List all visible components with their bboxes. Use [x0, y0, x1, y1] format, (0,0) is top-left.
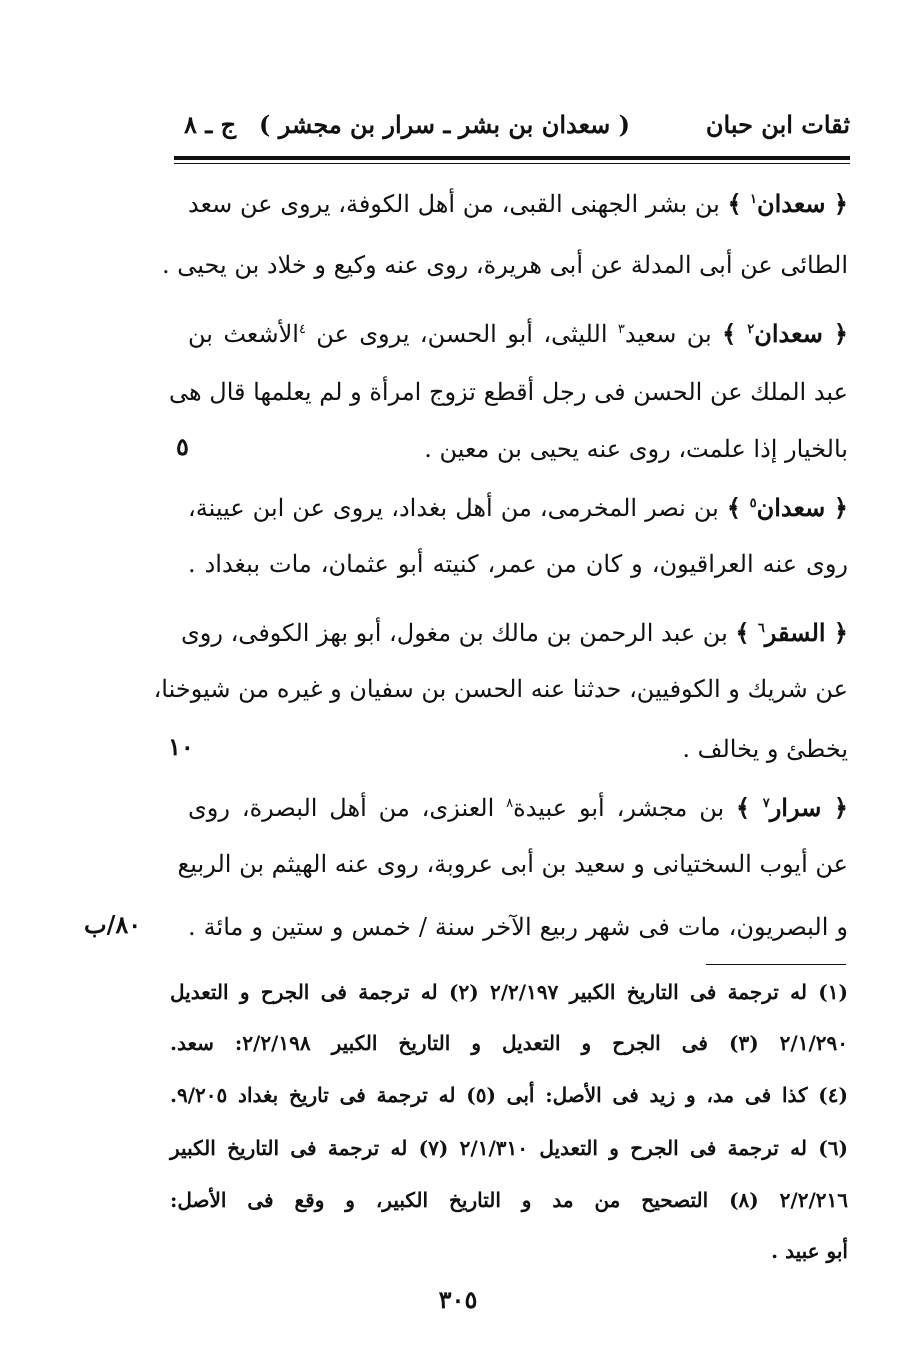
- entry-3-line-2: روى عنه العراقيون، و كان من عمر، كنيته أبو عثمان، مات ببغداد .: [188, 550, 848, 578]
- footnote-rule: [706, 964, 846, 965]
- running-header: [170, 110, 850, 150]
- line-number-10: ١٠: [168, 732, 194, 761]
- line-number-5: ٥: [176, 432, 189, 461]
- entry-1-line-1: ﴿ سعدان$^١$ ﴾ بن بشر الجهنى القبى، من أهل الكوفة، يروى عن سعد: [188, 189, 848, 218]
- book-title: ثقات ابن حبان: [705, 110, 850, 139]
- page-number: ٣٠٥: [438, 1285, 478, 1314]
- entry-2-line-3: بالخيار إذا علمت، روى عنه يحيى بن معين .: [424, 435, 848, 463]
- folio-marker: ٨٠/ب: [84, 910, 142, 939]
- section-title: ( سعدان بن بشر ـ سرار بن مجشر ): [258, 110, 630, 139]
- footnote-line-1: (١) له ترجمة فى التاريخ الكبير ٢/٢/١٩٧ (٢) له ترجمة فى الجرح و التعديل: [170, 980, 848, 1004]
- footnote-line-5: ٢/٢/٢١٦ (٨) التصحيح من مد و التاريخ الكبير، و وقع فى الأصل:: [170, 1188, 848, 1212]
- entry-4-line-1: ﴿ السقر$^٦$ ﴾ بن عبد الرحمن بن مالك بن مغول، أبو بهز الكوفى، روى: [180, 618, 848, 647]
- entry-4-line-2: عن شريك و الكوفيين، حدثنا عنه الحسن بن سفيان و غيره من شيوخنا،: [153, 675, 848, 703]
- volume-label: ج ـ ٨: [184, 110, 237, 139]
- entry-5-line-1: ﴿ سرار$^٧$ ﴾ بن مجشر، أبو عبيدة$^٨$ العنزى، من أهل البصرة، روى: [188, 793, 848, 822]
- footnote-line-6: أبو عبيد .: [771, 1239, 848, 1263]
- entry-4-line-3: يخطئ و يخالف .: [682, 735, 848, 763]
- footnote-line-4: (٦) له ترجمة فى الجرح و التعديل ٢/١/٣١٠ (٧) له ترجمة فى التاريخ الكبير: [170, 1136, 848, 1160]
- header-rule: [174, 156, 850, 160]
- entry-2-line-2: عبد الملك عن الحسن فى رجل أقطع تزوج امرأة و لم يعلمها قال هى: [168, 378, 848, 406]
- entry-5-line-2: عن أيوب السختيانى و سعيد بن أبى عروبة، روى عنه الهيثم بن الربيع: [177, 850, 848, 878]
- footnote-line-2: ٢/١/٢٩٠ (٣) فى الجرح و التعديل و التاريخ الكبير ٢/٢/١٩٨: سعد.: [170, 1031, 848, 1055]
- footnote-line-3: (٤) كذا فى مد، و زيد فى الأصل: أبى (٥) له ترجمة فى تاريخ بغداد ٩/٢٠٥.: [170, 1083, 848, 1107]
- entry-5-line-3: و البصريون، مات فى شهر ربيع الآخر سنة / خمس و ستين و مائة .: [188, 913, 848, 941]
- entry-2-line-1: ﴿ سعدان$^٢$ ﴾ بن سعيد$^٣$ الليثى، أبو الحسن، يروى عن $^٤$الأشعث بن: [188, 319, 848, 348]
- entry-3-line-1: ﴿ سعدان$^٥$ ﴾ بن نصر المخرمى، من أهل بغداد، يروى عن ابن عيينة،: [188, 493, 848, 522]
- entry-1-line-2: الطائى عن أبى المدلة عن أبى هريرة، روى عنه وكيع و خلاد بن يحيى .: [162, 251, 848, 279]
- header-rule-thin: [174, 163, 850, 164]
